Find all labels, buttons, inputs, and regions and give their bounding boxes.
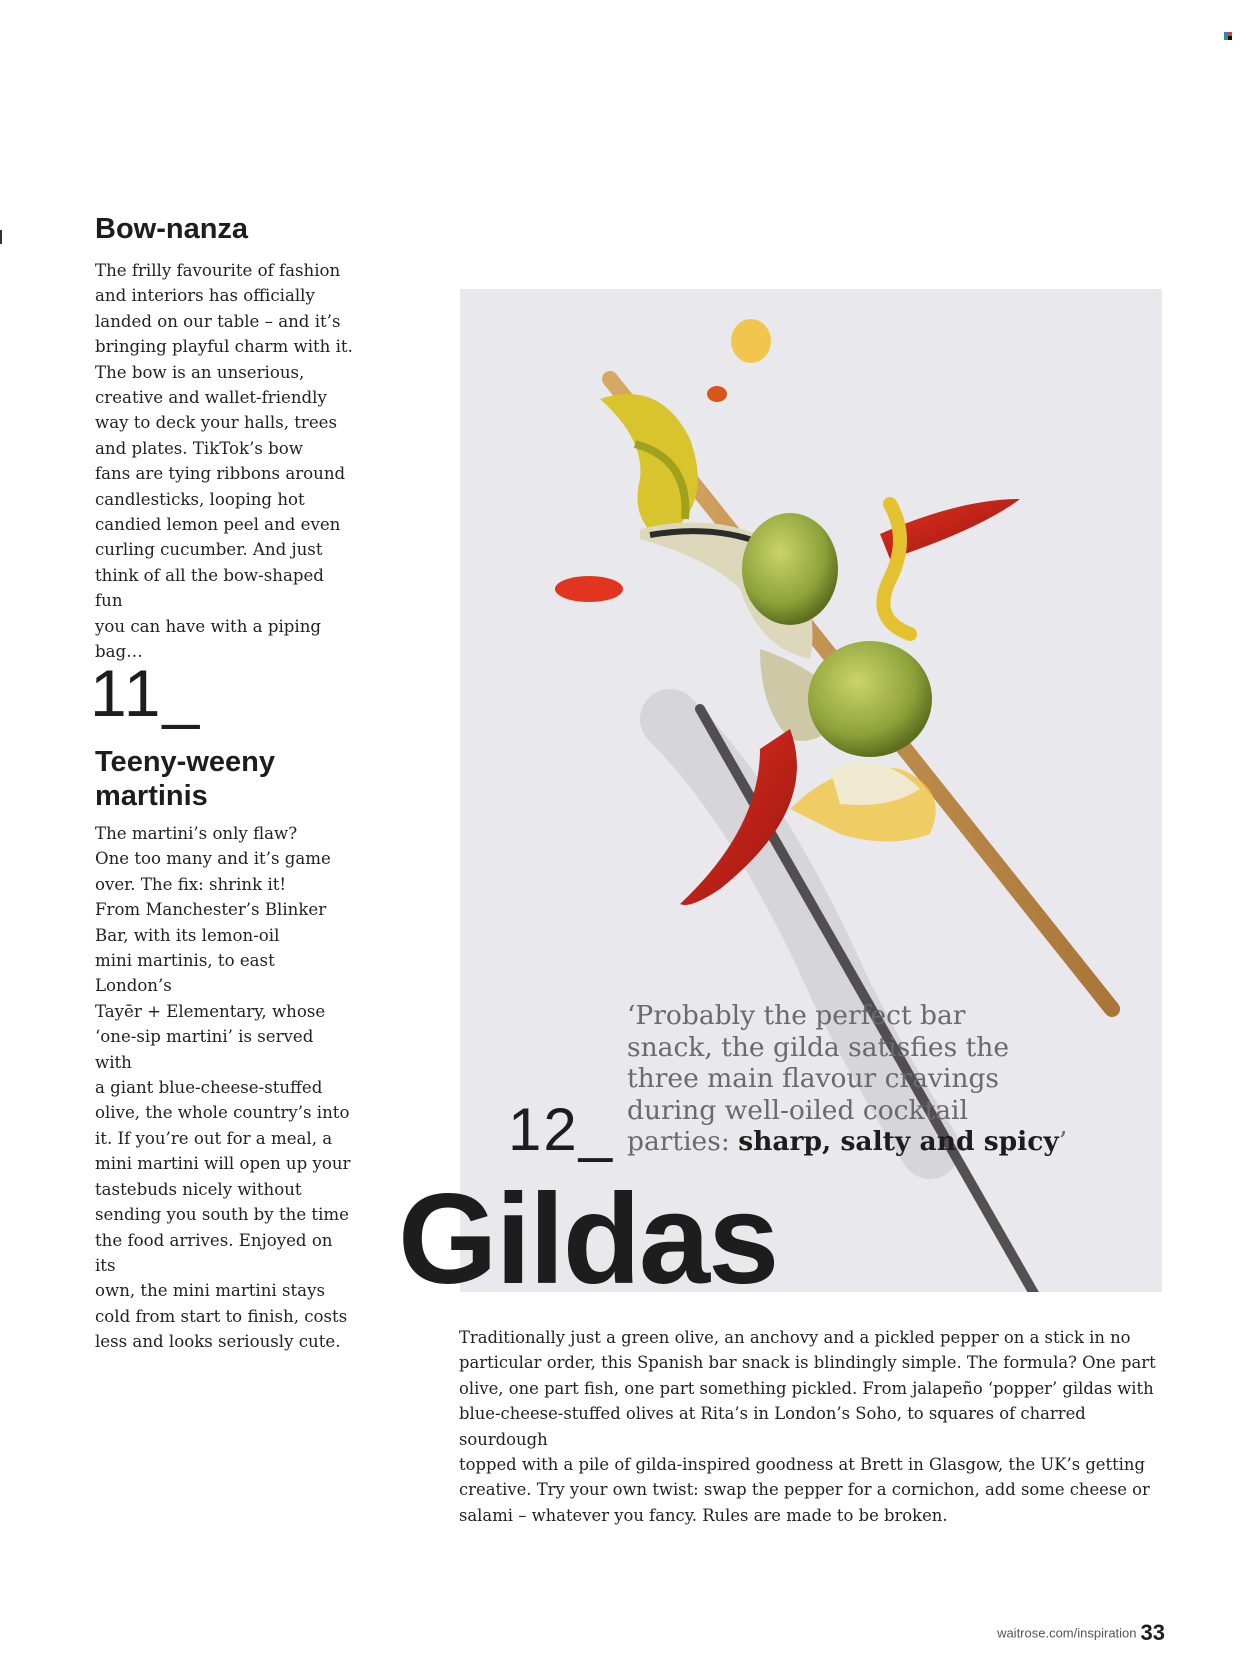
page-edge-tick [0,230,2,244]
body-line: cold from start to finish, costs [95,1306,348,1326]
body-line: The frilly favourite of fashion [95,261,341,280]
bownanza-body [95,258,355,665]
footer-url: waitrose.com/inspiration [997,1625,1137,1641]
body-line: olive, one part fish, one part something pickled. From jalapeño ‘popper’ gildas with [459,1378,1154,1398]
body-line: a giant blue-cheese-stuffed [95,1078,323,1098]
quote-line: ‘Probably the perfect bar [627,1000,966,1031]
quote-close: ’ [1058,1126,1068,1157]
body-line: less and looks seriously cute. [95,1332,341,1352]
section-number-11: 11_ [90,656,202,730]
martinis-body [95,821,355,1355]
quote-line: snack, the gilda satisfies the [627,1031,1010,1063]
body-line: creative. Try your own twist: swap the pepper for a cornichon, add some cheese or [459,1480,1150,1500]
section-number-12: 12_ [508,1096,615,1163]
body-line: over. The fix: shrink it! [95,874,287,894]
heading-line: martinis [95,780,208,812]
body-line: the food arrives. Enjoyed on its [95,1230,333,1275]
body-line: Traditionally just a green olive, an anchovy and a pickled pepper on a stick in no [459,1328,1131,1347]
body-line: olive, the whole country’s into [95,1103,350,1123]
body-line: think of all the bow-shaped fun [95,565,324,611]
body-line: sending you south by the time [95,1205,349,1225]
pull-quote [627,1000,1127,1158]
section-martinis [95,745,355,1355]
body-line: topped with a pile of gilda-inspired goodness at Brett in Glasgow, the UK’s getting [459,1455,1145,1475]
body-line: One too many and it’s game [95,849,331,869]
gildas-title: Gildas [398,1168,778,1311]
body-line: particular order, this Spanish bar snack is blindingly simple. The formula? One part [459,1353,1156,1373]
gildas-body [459,1325,1159,1528]
body-line: mini martini will open up your [95,1154,351,1174]
body-line: creative and wallet-friendly [95,388,327,408]
body-line: From Manchester’s Blinker [95,900,327,920]
body-line: The bow is an unserious, [95,362,305,382]
quote-line: during well-oiled cocktail [627,1094,968,1126]
heading-line: Teeny-weeny [95,746,275,778]
body-line: blue-cheese-stuffed olives at Rita’s in London’s Soho, to squares of charred sourdough [459,1404,1086,1449]
body-line: landed on our table – and it’s [95,311,341,331]
body-line: and interiors has officially [95,286,315,306]
body-line: it. If you’re out for a meal, a [95,1128,333,1148]
bownanza-heading: Bow-nanza [95,213,249,245]
body-line: salami – whatever you fancy. Rules are made to be broken. [459,1505,948,1525]
body-line: and plates. TikTok’s bow [95,438,303,458]
body-line: candlesticks, looping hot [95,489,305,509]
section-bownanza [95,212,355,665]
body-line: ‘one-sip martini’ is served with [95,1027,314,1072]
body-line: Tayēr + Elementary, whose [95,1001,326,1021]
body-line: candied lemon peel and even [95,515,341,535]
body-line: mini martinis, to east London’s [95,951,275,996]
body-line: tastebuds nicely without [95,1179,302,1199]
registration-mark [1224,32,1232,40]
body-line: bringing playful charm with it. [95,337,353,357]
page-footer [960,1620,1165,1646]
quote-line: three main flavour cravings [627,1063,1000,1094]
martinis-heading [95,745,355,813]
quote-emphasis: sharp, salty and spicy [738,1126,1059,1157]
body-line: Bar, with its lemon-oil [95,925,280,945]
body-line: way to deck your halls, trees [95,413,338,433]
body-line: fans are tying ribbons around [95,464,346,484]
body-line: you can have with a piping bag… [95,616,322,662]
page-number: 33 [1140,1620,1165,1645]
body-line: The martini’s only flaw? [95,824,298,843]
quote-line-prefix: parties: [627,1126,739,1157]
body-line: own, the mini martini stays [95,1281,325,1301]
body-line: curling cucumber. And just [95,540,323,560]
